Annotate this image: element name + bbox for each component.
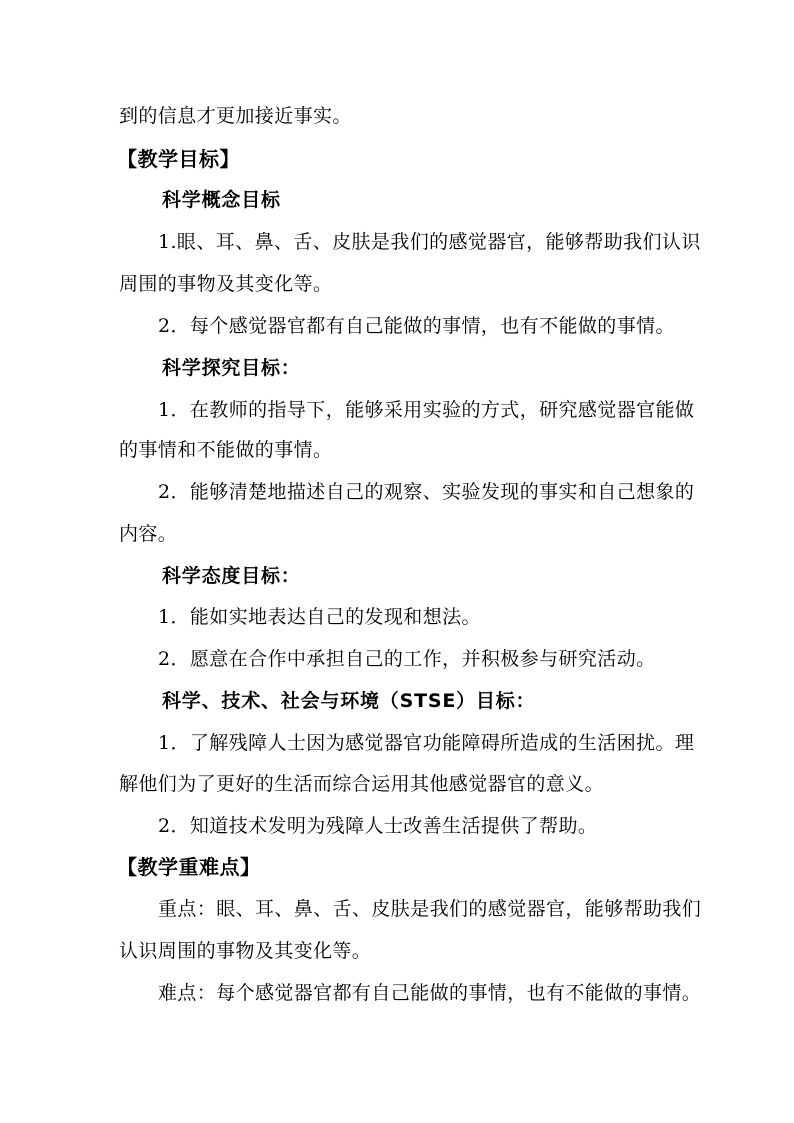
- inquiry-goal-2-line-2: 内容。: [119, 523, 178, 545]
- inquiry-goal-1-line-2: 的事情和不能做的事情。: [119, 439, 333, 461]
- concept-goals-subheading: 科学概念目标: [162, 189, 281, 211]
- concept-goal-1-line-1: 1.眼、耳、鼻、舌、皮肤是我们的感觉器官，能够帮助我们认识: [158, 231, 701, 253]
- inquiry-goal-1-line-1: 1．在教师的指导下，能够采用实验的方式，研究感觉器官能做: [158, 399, 695, 421]
- attitude-goal-1: 1．能如实地表达自己的发现和想法。: [158, 606, 481, 628]
- inquiry-goal-2-line-1: 2．能够清楚地描述自己的观察、实验发现的事实和自己想象的: [158, 481, 695, 503]
- concept-goal-1-line-2: 周围的事物及其变化等。: [119, 273, 333, 295]
- inquiry-goals-subheading: 科学探究目标：: [162, 357, 301, 379]
- key-difficult-points-heading: 【教学重难点】: [117, 855, 261, 879]
- attitude-goals-subheading: 科学态度目标：: [162, 565, 301, 587]
- concept-goal-2: 2．每个感觉器官都有自己能做的事情，也有不能做的事情。: [158, 315, 675, 337]
- intro-line: 到的信息才更加接近事实。: [119, 105, 352, 127]
- stse-goals-subheading: 科学、技术、社会与环境（STSE）目标：: [162, 690, 536, 712]
- teaching-goals-heading: 【教学目标】: [117, 147, 240, 171]
- stse-goal-2: 2．知道技术发明为残障人士改善生活提供了帮助。: [158, 815, 598, 837]
- key-point-line-1: 重点：眼、耳、鼻、舌、皮肤是我们的感觉器官，能够帮助我们: [158, 898, 702, 920]
- attitude-goal-2: 2．愿意在合作中承担自己的工作，并积极参与研究活动。: [158, 648, 656, 670]
- difficult-point: 难点：每个感觉器官都有自己能做的事情，也有不能做的事情。: [158, 982, 702, 1004]
- key-point-line-2: 认识周围的事物及其变化等。: [119, 940, 372, 962]
- stse-goal-1-line-2: 解他们为了更好的生活而综合运用其他感觉器官的意义。: [119, 773, 605, 795]
- stse-goal-1-line-1: 1．了解残障人士因为感觉器官功能障碍所造成的生活困扰。理: [158, 732, 695, 754]
